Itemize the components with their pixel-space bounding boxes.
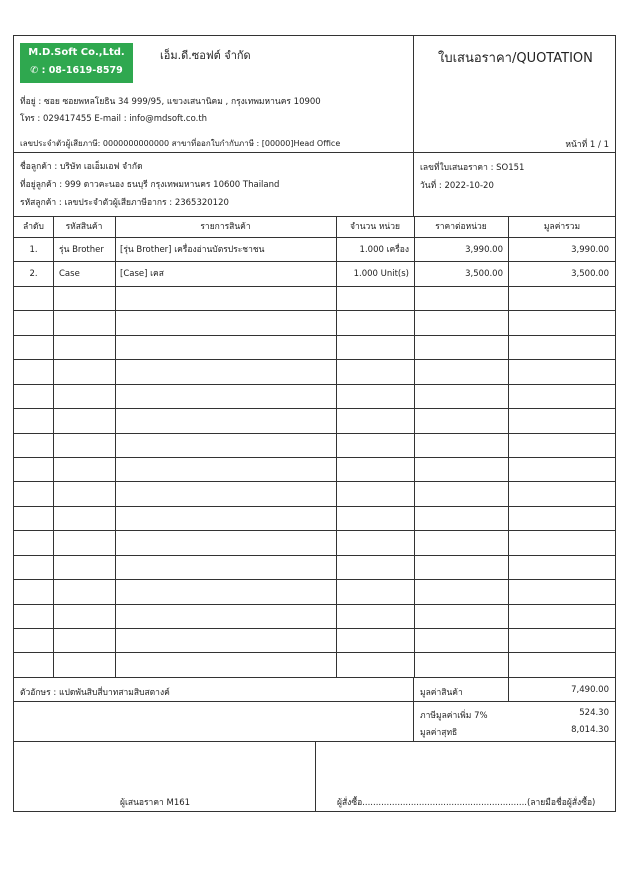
logo-company-name: M.D.Soft Co.,Ltd. (28, 47, 125, 58)
header-description: รายการสินค้า (200, 222, 251, 232)
company-address: ที่อยู่ : ซอย ซอยพหลโยธิน 34 999/95, แขวงเสนานิคม , กรุงเทพมหานคร 10900 (20, 97, 321, 107)
row-total: 3,500.00 (571, 269, 609, 279)
table-row-divider (13, 530, 616, 531)
net-label: มูลค่าสุทธิ (420, 728, 458, 738)
table-row-divider (13, 359, 616, 360)
vat-value: 524.30 (579, 708, 609, 718)
table-row-divider (13, 310, 616, 311)
phone-icon: ✆ (30, 65, 39, 76)
row-quantity: 1.000 เครื่อง (359, 245, 409, 255)
row-description: [Case] เคส (120, 269, 164, 279)
header-quantity: จำนวน หน่วย (349, 222, 401, 232)
row-unit-price: 3,500.00 (465, 269, 503, 279)
document-title: ใบเสนอราคา/QUOTATION (438, 51, 593, 66)
logo-phone: 08-1619-8579 (48, 65, 123, 76)
buyer-signature: ผู้สั่งซื้อ.............................................................(ลายมือชื่อผู้สั่งซื้อ) (337, 798, 596, 808)
company-tax-line: เลขประจำตัวผู้เสียภาษี: 0000000000000 สาขาที่ออกใบกำกับภาษี : [00000]Head Office (20, 139, 341, 148)
table-row-divider (13, 384, 616, 385)
table-row-divider (13, 457, 616, 458)
company-contact: โทร : 029417455 E-mail : info@mdsoft.co.th (20, 114, 208, 124)
table-row-divider (13, 408, 616, 409)
company-logo: M.D.Soft Co.,Ltd. ✆ : 08-1619-8579 (20, 43, 133, 83)
table-row-divider (13, 433, 616, 434)
row-no: 2. (29, 269, 38, 279)
table-row-divider (13, 261, 616, 262)
row-quantity: 1.000 Unit(s) (353, 269, 409, 279)
quotation-date: วันที่ : 2022-10-20 (420, 181, 494, 191)
quotation-number: เลขที่ใบเสนอราคา : SO151 (420, 163, 525, 173)
table-row-divider (13, 506, 616, 507)
row-unit-price: 3,990.00 (465, 245, 503, 255)
table-row-divider (13, 555, 616, 556)
table-row-divider (13, 628, 616, 629)
row-no: 1. (29, 245, 38, 255)
row-description: [รุ่น Brother] เครื่องอ่านบัตรประชาชน (120, 245, 265, 255)
quoter-signature: ผู้เสนอราคา M161 (120, 798, 191, 808)
subtotal-value: 7,490.00 (571, 685, 609, 695)
table-row-divider (13, 335, 616, 336)
subtotal-label: มูลค่าสินค้า (420, 688, 463, 698)
customer-tax: รหัสลูกค้า : เลขประจำตัวผู้เสียภาษีอากร : 2365320120 (20, 198, 229, 208)
page-number: หน้าที่ 1 / 1 (565, 140, 609, 150)
header-no: ลำดับ (23, 222, 44, 232)
row-code: รุ่น Brother (59, 245, 104, 255)
row-code: Case (59, 269, 80, 279)
table-row-divider (13, 652, 616, 653)
net-value: 8,014.30 (571, 725, 609, 735)
company-name: เอ็ม.ดี.ซอฟต์ จำกัด (160, 49, 251, 62)
header-total: มูลค่ารวม (543, 222, 581, 232)
customer-address: ที่อยู่ลูกค้า : 999 ดาวคะนอง ธนบุรี กรุงเทพมหานคร 10600 Thailand (20, 180, 280, 190)
amount-in-words: ตัวอักษร : แปดพันสิบสี่บาทสามสิบสตางค์ (20, 688, 170, 698)
header-code: รหัสสินค้า (65, 222, 103, 232)
row-total: 3,990.00 (571, 245, 609, 255)
table-row-divider (13, 604, 616, 605)
table-row-divider (13, 579, 616, 580)
table-row-divider (13, 286, 616, 287)
table-row-divider (13, 481, 616, 482)
header-unit-price: ราคาต่อหน่วย (435, 222, 487, 232)
customer-name: ชื่อลูกค้า : บริษัท เอเอ็มเอฟ จำกัด (20, 162, 143, 172)
vat-label: ภาษีมูลค่าเพิ่ม 7% (420, 711, 488, 721)
header-divider (413, 35, 414, 152)
